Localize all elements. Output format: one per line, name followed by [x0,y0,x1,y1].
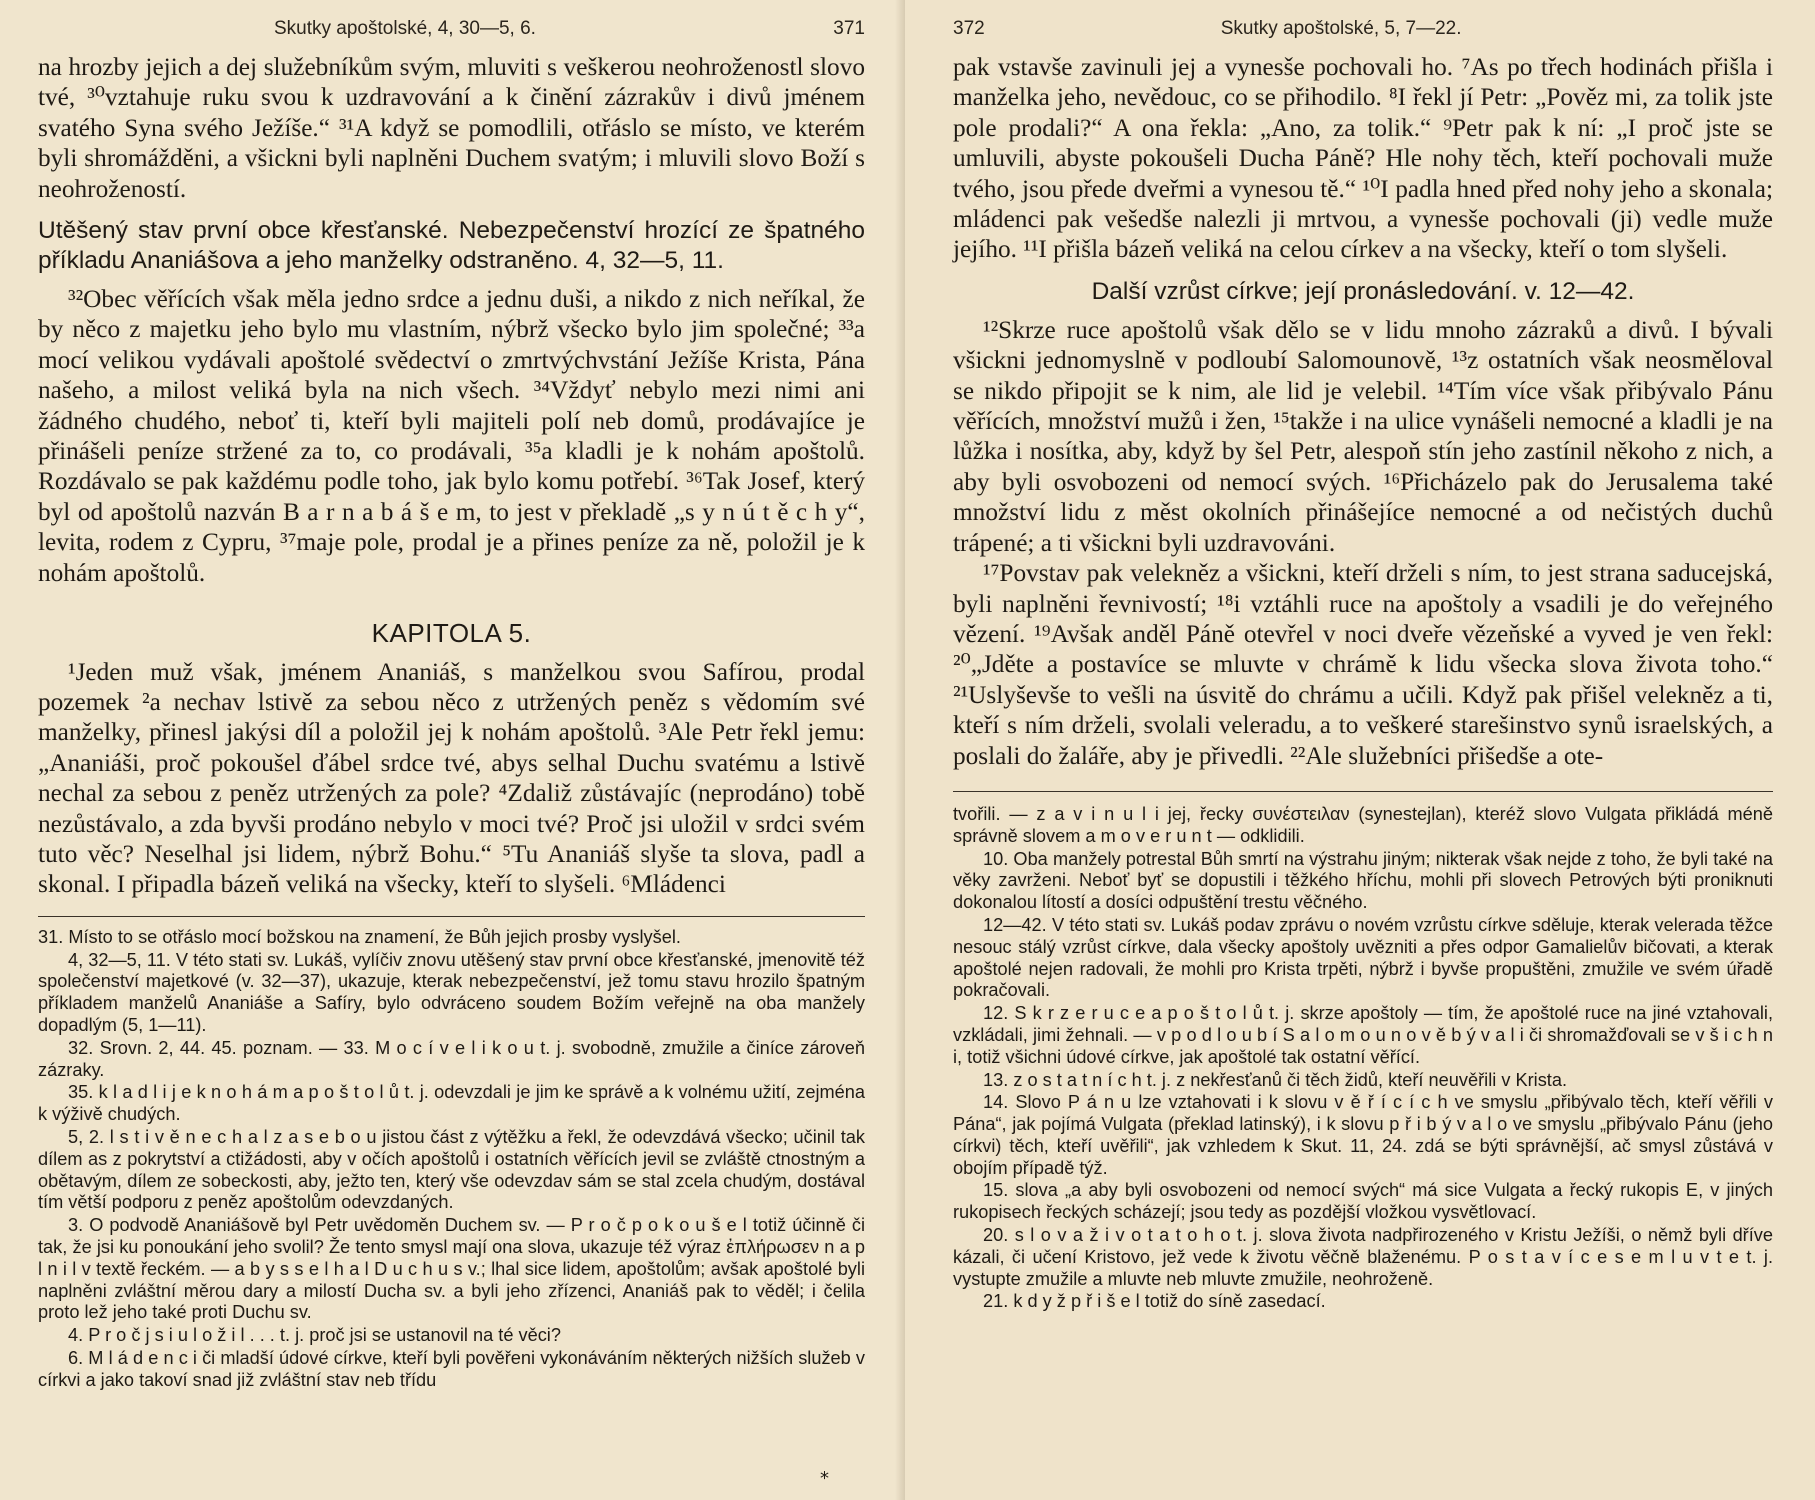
right-running-head [953,18,1773,52]
footnote: 10. Oba manžely potrestal Bůh smrtí na výstrahu jiným; nikterak však nejde z toho, že byli také na věky zavrženi. Neboť byť se dopustili i těžkého hříchu, mohli při slovech Petrových býti proniknuti dokonalou lítostí a dosíci odpuštění trestu věčného. [953,848,1773,913]
left-page-number: 371 [833,18,865,39]
right-section-heading: Další vzrůst církve; její pronásledování. v. 12—42. [1091,277,1635,305]
left-paragraph-3: ¹Jeden muž však, jménem Ananiáš, s manželkou svou Safírou, prodal pozemek ²a nechav lstivě za sebou něco z utržených peněz s vědomím své manželky, přinesl jakýsi díl a položil jej k nohám apoštolů. ³Ale Petr řekl jemu: „Ananiáši, proč pokoušel ďábel srdce tvé, abys selhal Duchu svatému a lstivě nechal za sebou z peněz utržených za pole? ⁴Zdaliž zůstávajíc (neprodáno) tobě nezůstávalo, a zda byvši prodáno nebylo v moci tvé? Proč jsi uložil v srdci svém tuto věc? Neselhal jsi lidem, nýbrž Bohu.“ ⁵Tu Ananiáš slyše ta slova, padl a skonal. I připadla bázeň veliká na všecky, kteří to slyšeli. ⁶Mládenci [38,657,865,899]
right-header-title: Skutky apoštolské, 5, 7—22. [1220,18,1462,39]
chapter-heading: KAPITOLA 5. [371,618,532,649]
footnote: 5, 2. l s t i v ě n e c h a l z a s e b o u jistou část z výtěžku a řekl, že odevzdává všecko; učinil tak dílem as z pokrytství a ctižádosti, aby v očích apoštolů i ostatních věřících jevil se zvláště ctnostným a obětavým, dílem ze sobeckosti, aby, ježto ten, který vše odevzdav sám se stal zcela chudým, dostával tím větší podporu z peněz apoštolům odevzdaných. [38,1126,865,1213]
footnote: 20. s l o v a ž i v o t a t o h o t. j. slova života nadpřirozeného v Kristu Ježíši, o němž byli dříve kázali, či učení Kristovo, jež vede k životu věčně blaženému. P o s t a v í c e s e m l u v t e t. j. vystupte zmužile a mluvte neb mluvte zmužile, neohroženě. [953,1225,1773,1289]
footnote: tvořili. — z a v i n u l i jej, řecky συνέστειλαν (synestejlan), kteréž slovo Vulgata přikládá méně správně slovem a m o v e r u n t — odklidili. [953,803,1773,846]
left-footnotes [38,927,865,1392]
right-paragraph-2: ¹²Skrze ruce apoštolů však dělo se v lidu mnoho zázraků a divů. I bývali všickni jednomyslně v podloubí Salomounově, ¹³z ostatních však neosměloval se nikdo připojit se k nim, ale lid je velebil. ¹⁴Tím více však přibývalo Pánu věřících, množství mužů i žen, ¹⁵takže i na ulice vynášeli nemocné a kladli je na lůžka i nosítka, aby, když by šel Petr, alespoň stín jeho zastínil někoho z nich, a aby byli osvobozeni od nemocí svých. ¹⁶Přicházelo pak do Jerusalema také množství lidu z měst okolních přinášejíce nemocné a od nečistých duchů trápené; a ti všickni byli uzdravováni. [953,315,1773,557]
footnote: 31. Místo to se otřáslo mocí božskou na znamení, že Bůh jejich prosby vyslyšel. [38,926,681,947]
left-section-heading: Utěšený stav první obce křesťanské. Nebezpečenství hrozící ze špatného příkladu Ananiášova a jeho manželky odstraněno. 4, 32—5, 11. [38,217,865,275]
right-footnotes [953,804,1773,1313]
footnote: 4, 32—5, 11. V této stati sv. Lukáš, vylíčiv znovu utěšený stav první obce křesťanské, jmenovitě též společenství majetkové (v. 32—37), ukazuje, kterak nebezpečenství, jež tomu stavu hrozilo špatným příkladem manželů Ananiáše a Safíry, bylo odvráceno soudem Božím veřejně na oba manžely dopadlým (5, 1—11). [38,949,865,1035]
signature-mark: * [820,1468,829,1489]
left-footnote-rule [38,916,865,917]
right-page [905,0,1815,1500]
footnote: 14. Slovo P á n u lze vztahovati i k slovu v ě ř í c í c h ve smyslu „přibývalo těch, kteří věřili v Pána“, jak pojímá Vulgata (překlad latinský), i k slovu p ř i b ý v a l o ve smyslu „přibývalo Pánu (jeho církvi) těch, kteří uvěřili“, jak vzhledem k Skut. 11, 24. zdá se býti správnější, ač smysl zůstává v obojím případě týž. [953,1092,1773,1178]
right-footnote-rule [953,791,1773,792]
left-paragraph-1: na hrozby jejich a dej služebníkům svým, mluviti s veškerou neohroženostl slovo tvé, ³⁰vztahuje ruku svou k uzdravování a k činění zázrakův i divů jménem svatého Syna svého Ježíše.“ ³¹A když se pomodlili, otřáslo se místo, ve kterém byli shromážděni, a všickni byli naplněni Duchem svatým; i mluvili slovo Boží s neohrožeností. [38,53,865,203]
footnote: 3. O podvodě Ananiášově byl Petr uvědoměn Duchem sv. — P r o č p o k o u š e l totiž účinně či tak, že jsi ku ponoukání jeho svolil? Že tento smysl mají ona slova, ukazuje též výraz ἐπλήρωσεν n a p l n i l v textě řeckém. — a b y s s e l h a l D u c h u s v.; lhal sice lidem, apoštolům; avšak apoštolé byli naplněni zvláštní měrou dary a milostí Ducha sv. a byli jeho zřízenci, Ananiáš pak to věděl; i čelila proto lež jeho také proti Duchu sv. [38,1215,865,1323]
left-header-title: Skutky apoštolské, 4, 30—5, 6. [274,18,536,39]
right-paragraph-1: pak vstavše zavinuli jej a vynesše pochovali ho. ⁷As po třech hodinách přišla i manželka jeho, nevědouc, co se přihodilo. ⁸I řekl jí Petr: „Pověz mi, za tolik jste pole prodali?“ A ona řekla: „Ano, za tolik.“ ⁹Petr pak k ní: „I proč jste se umluvili, abyste pokoušeli Ducha Páně? Hle nohy těch, kteří pochovali muže tvého, jsou přede dveřmi a vynesou tě.“ ¹⁰I padla hned před nohy jeho a skonala; mládenci pak vešedše nalezli ji mrtvou, a vynesše pochovali (ji) vedle muže jejího. ¹¹I přišla bázeň veliká na celou církev a na všecky, kteří o tom slyšeli. [953,53,1773,264]
footnote: 21. k d y ž p ř i š e l totiž do síně zasedací. [983,1291,1326,1312]
left-page [0,0,905,1500]
left-paragraph-2: ³²Obec věřících však měla jedno srdce a jednu duši, a nikdo z nich neříkal, že by něco z majetku jeho bylo mu vlastním, nýbrž všecko bylo jim společné; ³³a mocí velikou vydávali apoštolé svědectví o zmrtvýchvstání Ježíše Krista, Pána našeho, a milost veliká byla na nich všech. ³⁴Vždyť nebylo mezi nimi ani žádného chudého, neboť ti, kteří byli majiteli polí neb domů, prodávajíce je přinášeli peníze stržené za to, co prodávali, ³⁵a kladli je k nohám apoštolů. Rozdávalo se pak každému podle toho, jak bylo komu potřebí. ³⁶Tak Josef, který byl od apoštolů nazván B a r n a b á š e m, to jest v překladě „s y n ú t ě c h y“, levita, rodem z Cypru, ³⁷maje pole, prodal je a přines peníze za ně, položil je k nohám apoštolů. [38,285,865,587]
right-page-number: 372 [953,18,985,39]
footnote: 6. M l á d e n c i či mladší údové církve, kteří byli pověřeni vykonáváním některých nižších služeb v církvi a jako takoví snad již zvláštní stav neb třídu [38,1347,865,1390]
right-main-text [953,52,1773,771]
left-main-text [38,52,865,900]
footnote: 12—42. V této stati sv. Lukáš podav zprávu o novém vzrůstu církve sděluje, kterak velerada těžce nesouc stálý vzrůst církve, dala všecky apoštoly uvězniti a přes odpor Gamalielův bičovati, a kterak apoštolé nejen radovali, že mohli pro Krista trpěti, nýbrž i byvše propuštěni, zmužile ve svém úřadě pokračovali. [953,914,1773,1001]
right-paragraph-3: ¹⁷Povstav pak velekněz a všickni, kteří drželi s ním, to jest strana saducejská, byli naplněni řevnivostí; ¹⁸i vztáhli ruce na apoštoly a vsadili je do veřejného vězení. ¹⁹Avšak anděl Páně otevřel v noci dveře vězeňské a vyved je ven řekl: ²⁰„Jděte a postavíce se mluvte v chrámě k lidu všecka slova života toho.“ ²¹Uslyševše to vešli na úsvitě do chrámu a učili. Když pak přišel velekněz a ti, kteří s ním drželi, svolali veleradu, a to veškeré starešinstvo synů israelských, a poslali do žaláře, aby je přivedli. ²²Ale služebníci přišedše a ote- [953,559,1773,770]
left-running-head [38,18,865,52]
footnote: 32. Srovn. 2, 44. 45. poznam. — 33. M o c í v e l i k o u t. j. svobodně, zmužile a činíce zároveň zázraky. [38,1037,865,1080]
footnote: 35. k l a d l i j e k n o h á m a p o š t o l ů t. j. odevzdali je jim ke správě a k volnému užití, zejména k výživě chudých. [38,1082,865,1125]
footnote: 13. z o s t a t n í c h t. j. z nekřesťanů či těch židů, kteří neuvěřili v Krista. [983,1069,1568,1090]
footnote: 15. slova „a aby byli osvobozeni od nemocí svých“ má sice Vulgata a řecký rukopis E, v jiných rukopisech řeckých scházejí; jsou tedy as pozdější vložkou vysvětlovací. [953,1180,1773,1223]
footnote: 4. P r o č j s i u l o ž i l . . . t. j. proč jsi se ustanovil na té věci? [68,1325,561,1346]
footnote: 12. S k r z e r u c e a p o š t o l ů t. j. skrze apoštoly — tím, že apoštolé ruce na jiné vztahovali, vzkládali, jimi žehnali. — v p o d l o u b í S a l o m o u n o v ě b ý v a l i či shromažďovali se v š i c h n i, totiž všichni údové církve, jak apoštolé tak ostatní věřící. [953,1003,1773,1067]
